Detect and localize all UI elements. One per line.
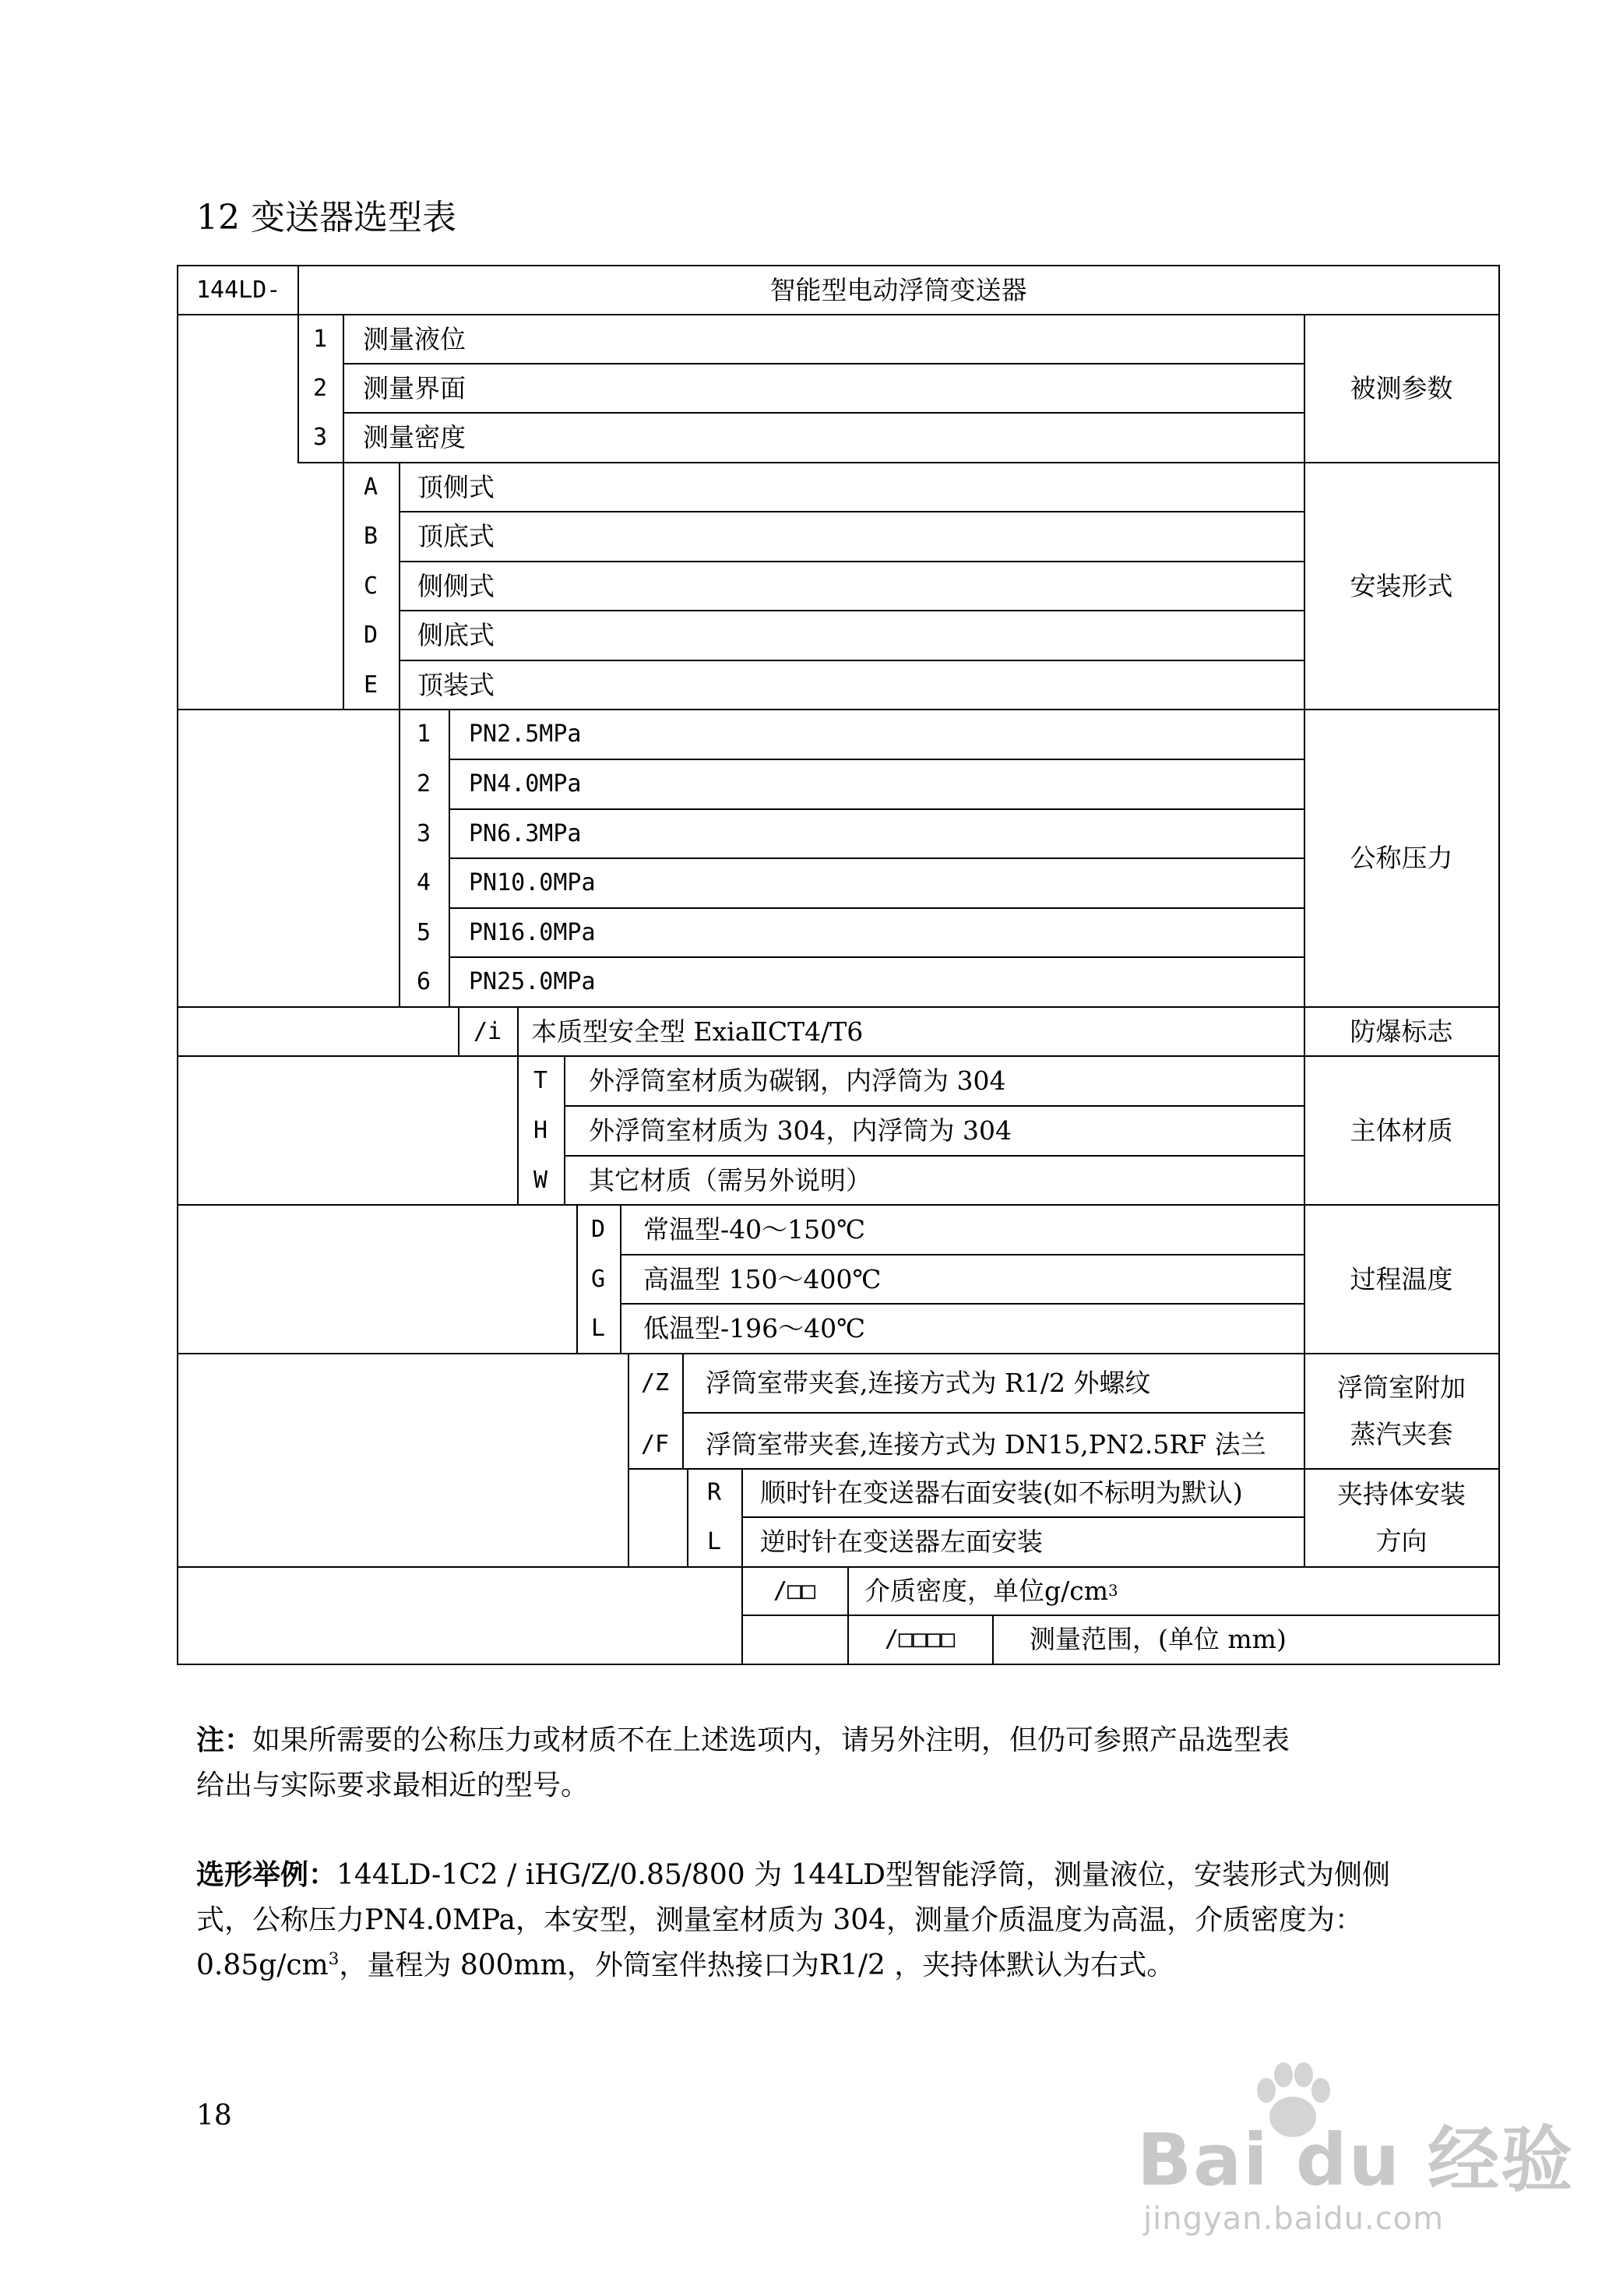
watermark-url: jingyan.baidu.com: [1143, 2201, 1445, 2237]
density-desc: 介质密度，单位g/cm 3: [864, 1576, 1118, 1606]
pressure-code-6: 6: [416, 968, 431, 995]
mount-desc-c: 侧侧式: [417, 570, 495, 601]
example-sup: 3: [328, 1949, 340, 1969]
example-text-3b: ，量程为 800mm，外筒室伴热接口为R1/2 ，夹持体默认为右式。: [339, 1949, 1175, 1981]
example-paragraph: [196, 1852, 1390, 1988]
pressure-code-5: 5: [416, 918, 431, 946]
jacket-label-line2: 蒸汽夹套: [1350, 1419, 1453, 1449]
material-code-t: T: [533, 1067, 548, 1094]
mount-desc-d: 侧底式: [417, 620, 495, 650]
col-line: [576, 1204, 578, 1354]
measure-code-3: 3: [312, 424, 328, 451]
page-title: 12 变送器选型表: [196, 198, 456, 238]
temperature-desc-l: 低温型-196～40℃: [643, 1313, 866, 1343]
col-line: [458, 1006, 459, 1056]
rule: [177, 709, 1500, 710]
range-code: /□□□□: [884, 1625, 956, 1653]
holder-label-line1: 夹持体安装: [1337, 1479, 1466, 1509]
col-line: [682, 1353, 684, 1469]
temperature-desc-d: 常温型-40～150℃: [643, 1214, 866, 1245]
material-desc-w: 其它材质（需另外说明）: [589, 1164, 871, 1196]
rule-header: [177, 314, 1500, 315]
table-right-border: [1498, 265, 1500, 1665]
holder-desc-l: 逆时针在变送器左面安装: [760, 1527, 1043, 1557]
jacket-desc-f: 浮筒室带夹套,连接方式为 DN15,PN2.5RF 法兰: [706, 1429, 1266, 1460]
col-line: [687, 1468, 688, 1567]
example-line-3: [196, 1943, 1390, 1988]
rule: [177, 1006, 1500, 1008]
example-text-3a: 0.85g/cm: [196, 1949, 329, 1981]
measure-desc-3: 测量密度: [363, 422, 466, 453]
measure-code-1: 1: [312, 325, 328, 353]
table-top-border: [177, 265, 1500, 266]
material-code-h: H: [533, 1117, 548, 1144]
temperature-code-l: L: [590, 1315, 606, 1342]
holder-code-r: R: [706, 1479, 722, 1506]
density-desc-text: 介质密度，单位g/cm: [864, 1576, 1109, 1606]
table-bottom-border: [177, 1664, 1500, 1665]
example-text-1: 144LD-1C2 / iHG/Z/0.85/800 为 144LD型智能浮筒，测量液位，安装形式为侧侧: [336, 1859, 1391, 1891]
rule: [741, 1615, 1500, 1616]
example-line-2: 式，公称压力PN4.0MPa，本安型，测量室材质为 304，测量介质温度为高温，介质密度为：: [196, 1904, 1364, 1936]
rule: [399, 561, 1304, 562]
temperature-code-d: D: [590, 1216, 606, 1243]
explosion-group-label: 防爆标志: [1350, 1016, 1453, 1047]
holder-group-label: [1304, 1469, 1499, 1567]
note-label: 注：: [196, 1724, 253, 1756]
jacket-group-label: [1304, 1354, 1499, 1469]
note-line-2: 给出与实际要求最相近的型号。: [196, 1770, 590, 1801]
mount-code-d: D: [363, 622, 378, 649]
mount-code-b: B: [363, 523, 378, 550]
example-label: 选形举例：: [196, 1858, 337, 1891]
col-line: [620, 1204, 621, 1354]
range-desc: 测量范围，(单位 mm): [1030, 1624, 1287, 1654]
temperature-group-label: 过程温度: [1350, 1263, 1453, 1294]
note-text-1: 如果所需要的公称压力或材质不在上述选项内，请另外注明，但仍可参照产品选型表: [252, 1724, 1290, 1756]
material-desc-t: 外浮筒室材质为碳钢，内浮筒为 304: [589, 1065, 1006, 1096]
measure-desc-1: 测量液位: [363, 323, 466, 354]
jacket-desc-z: 浮筒室带夹套,连接方式为 R1/2 外螺纹: [706, 1368, 1151, 1398]
rule: [177, 1204, 1500, 1206]
col-line: [297, 265, 299, 463]
rule: [741, 1516, 1304, 1518]
material-desc-h: 外浮筒室材质为 304，内浮筒为 304: [589, 1115, 1012, 1146]
rule: [399, 660, 1304, 661]
rule: [620, 1303, 1304, 1305]
rule: [564, 1155, 1304, 1157]
pressure-desc-2: PN4.0MPa: [469, 770, 582, 798]
rule: [343, 363, 1304, 364]
col-line: [449, 709, 450, 1007]
col-line: [628, 1353, 629, 1567]
watermark-logo: Bai du 经验: [1137, 2118, 1575, 2202]
rule: [620, 1254, 1304, 1255]
mount-desc-e: 顶装式: [417, 669, 495, 700]
model-name: 智能型电动浮筒变送器: [769, 275, 1027, 305]
pressure-code-2: 2: [416, 770, 431, 798]
rule: [449, 808, 1304, 810]
rule: [449, 759, 1304, 760]
mount-group-label: 安装形式: [1350, 570, 1453, 601]
pressure-desc-1: PN2.5MPa: [469, 720, 582, 748]
page-number: 18: [196, 2100, 232, 2132]
jacket-code-z: /Z: [640, 1369, 670, 1396]
mount-desc-b: 顶底式: [417, 521, 495, 551]
mount-code-a: A: [363, 473, 378, 501]
explosion-desc: 本质型安全型 ExiaⅡCT4/T6: [531, 1016, 864, 1047]
holder-code-l: L: [706, 1528, 722, 1555]
col-line: [343, 314, 344, 710]
rule: [449, 956, 1304, 958]
holder-desc-r: 顺时针在变送器右面安装(如不标明为默认): [760, 1477, 1243, 1508]
explosion-code: /i: [473, 1017, 502, 1045]
pressure-desc-5: PN16.0MPa: [469, 918, 596, 946]
jacket-code-f: /F: [640, 1431, 670, 1458]
temperature-desc-g: 高温型 150～400℃: [643, 1263, 882, 1294]
col-line: [517, 1006, 519, 1205]
rule: [399, 610, 1304, 611]
rule: [399, 511, 1304, 512]
mount-code-e: E: [363, 671, 378, 699]
pressure-code-1: 1: [416, 720, 431, 748]
material-group-label: 主体材质: [1350, 1115, 1453, 1146]
rule: [628, 1468, 1500, 1470]
table-left-border: [177, 265, 178, 1665]
temperature-code-g: G: [590, 1265, 606, 1293]
pressure-desc-6: PN25.0MPa: [469, 968, 596, 995]
pressure-desc-4: PN10.0MPa: [469, 869, 596, 896]
note-line-1: [196, 1717, 1290, 1763]
col-line-group: [1304, 314, 1305, 1567]
pressure-code-3: 3: [416, 819, 431, 847]
rule: [343, 412, 1304, 414]
rule: [177, 1566, 1500, 1568]
rule: [564, 1105, 1304, 1107]
note-paragraph: [196, 1717, 1290, 1808]
example-line-1: [196, 1852, 1390, 1898]
rule: [449, 857, 1304, 859]
jacket-label-line1: 浮筒室附加: [1337, 1372, 1466, 1403]
mount-desc-a: 顶侧式: [417, 471, 495, 502]
col-line: [741, 1468, 743, 1665]
mount-code-c: C: [363, 572, 378, 600]
pressure-group-label: 公称压力: [1350, 843, 1453, 873]
rule: [177, 1353, 1500, 1354]
col-line: [399, 462, 400, 1007]
pressure-desc-3: PN6.3MPa: [469, 819, 582, 847]
material-code-w: W: [533, 1166, 548, 1194]
rule: [449, 907, 1304, 909]
rule: [297, 462, 1500, 463]
col-line: [564, 1055, 565, 1205]
measure-code-2: 2: [312, 374, 328, 402]
col-line: [847, 1566, 849, 1665]
pressure-code-4: 4: [416, 869, 431, 896]
measure-group-label: 被测参数: [1350, 373, 1453, 403]
rule: [682, 1412, 1304, 1414]
measure-desc-2: 测量界面: [363, 372, 466, 403]
density-code: /□□: [773, 1577, 816, 1604]
model-prefix: 144LD-: [196, 276, 281, 304]
col-line: [992, 1615, 994, 1665]
holder-label-line2: 方向: [1375, 1526, 1428, 1556]
rule: [177, 1055, 1500, 1057]
